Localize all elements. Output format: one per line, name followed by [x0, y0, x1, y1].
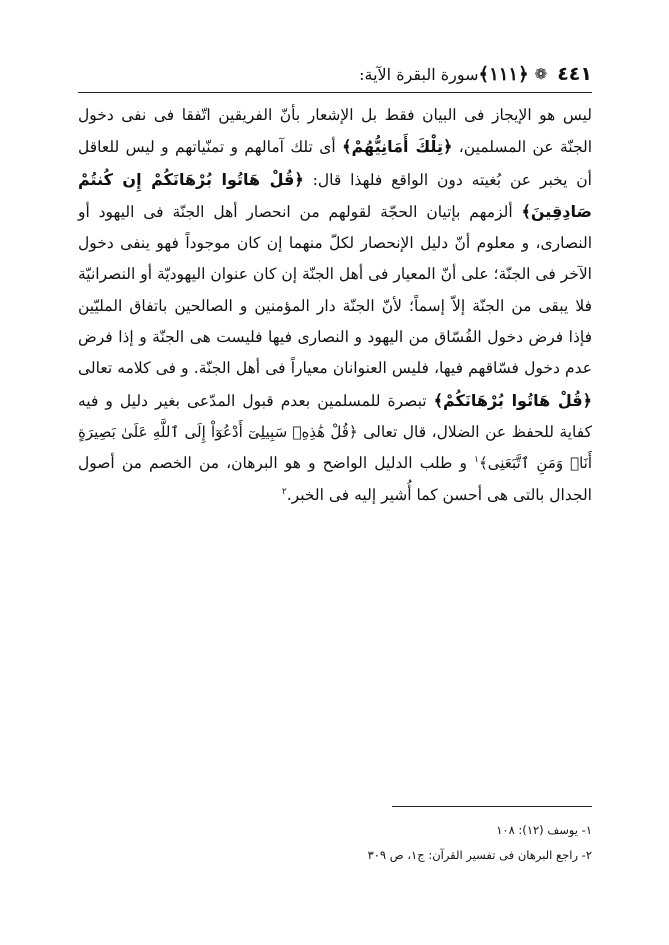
flower-ornament-icon: ❁ [534, 65, 548, 83]
text-segment-5: و طلب الدليل الواضح و هو البرهان، من الخصم من أصول الجدال بالتى هى أحسن كما أُشير إليه فى الخبر. [78, 454, 592, 504]
quran-quote-1: ﴿تِلْكَ أَمَانِيُّهُمْ﴾ [342, 137, 453, 157]
text-segment-4: تبصرة للمسلمين بعدم قبول المدّعى بغير دليل و فيه كفاية للحفظ عن الضلال، قال تعالى [78, 391, 592, 441]
text-segment-2: أى تلك آمالهم و تمنّياتهم و ليس للعاقل أن يخبر عن بُغيته دون الواقع فلهذا قال: [78, 138, 592, 189]
page-number: ٤٤١ [557, 63, 592, 85]
quran-quote-2: ﴿قُلْ هَاتُوا بُرْهَانَكُمْ إِن كُنتُمْ صَادِقِينَ﴾ [78, 169, 592, 221]
header-divider [78, 92, 592, 93]
footnote-ref-1[interactable]: ١ [474, 455, 479, 466]
verse-number: ﴿١١١﴾ [478, 63, 529, 85]
surah-label: سورة البقرة الآية: [359, 64, 479, 84]
footnote-ref-2[interactable]: ٢ [281, 486, 287, 497]
quran-quote-3: ﴿قُلْ هَاتُوا بُرْهَانَكُمْ﴾ [433, 390, 592, 410]
text-segment-3: ألزمهم بإتيان الحجّة لقولهم من انحصار أهل الجنّة فى اليهود أو النصارى، و معلوم أنّ دليل الإنحصار لكلّ منهما إن كان موجوداً فهو ينفى دخول الآخر فى الجنّة؛ على أنّ المعيار فى أهل الجنّة إن كان عنوان اليهوديّة أو النصرانيّة فلا يبقى من الجنّة إلاّ إسماً؛ لأنّ الجنّة دار المؤمنين و الصالحين باتفاق المليّين فإذا فرض دخول الفُسّاق من اليهود و النصارى فيها فليست هى الجنّة و إذا فرض عدم دخول فسّاقهم فيها، فليس العنوانان معياراً فى أهل الجنّة. و فى كلامه تعالى [78, 202, 592, 378]
text-segment-1: ليس هو الإيجاز فى البيان فقط بل الإشعار بأنّ الفريقين اتّفقا فى نفى دخول الجنّة عن المسلمين، [78, 106, 593, 157]
quran-quote-4: ﴿قُلْ هَٰذِهِۦ سَبِيلِىٓ أَدْعُوٓاْ إِلَى ٱللَّهِ عَلَىٰ بَصِيرَةٍ أَنَا۠ وَمَنِ ٱتَّبَعَنِى﴾ [78, 422, 592, 473]
page-header [78, 58, 592, 90]
footnotes [78, 818, 592, 868]
footnote-divider [392, 806, 592, 807]
main-paragraph [78, 100, 592, 511]
footnote-1: ١- يوسف (١٢): ١٠٨ [496, 823, 592, 837]
main-text [78, 100, 592, 511]
footnote-2: ٢- راجع البرهان فى تفسير القرآن: ج١، ص ٣٠٩ [367, 848, 592, 862]
